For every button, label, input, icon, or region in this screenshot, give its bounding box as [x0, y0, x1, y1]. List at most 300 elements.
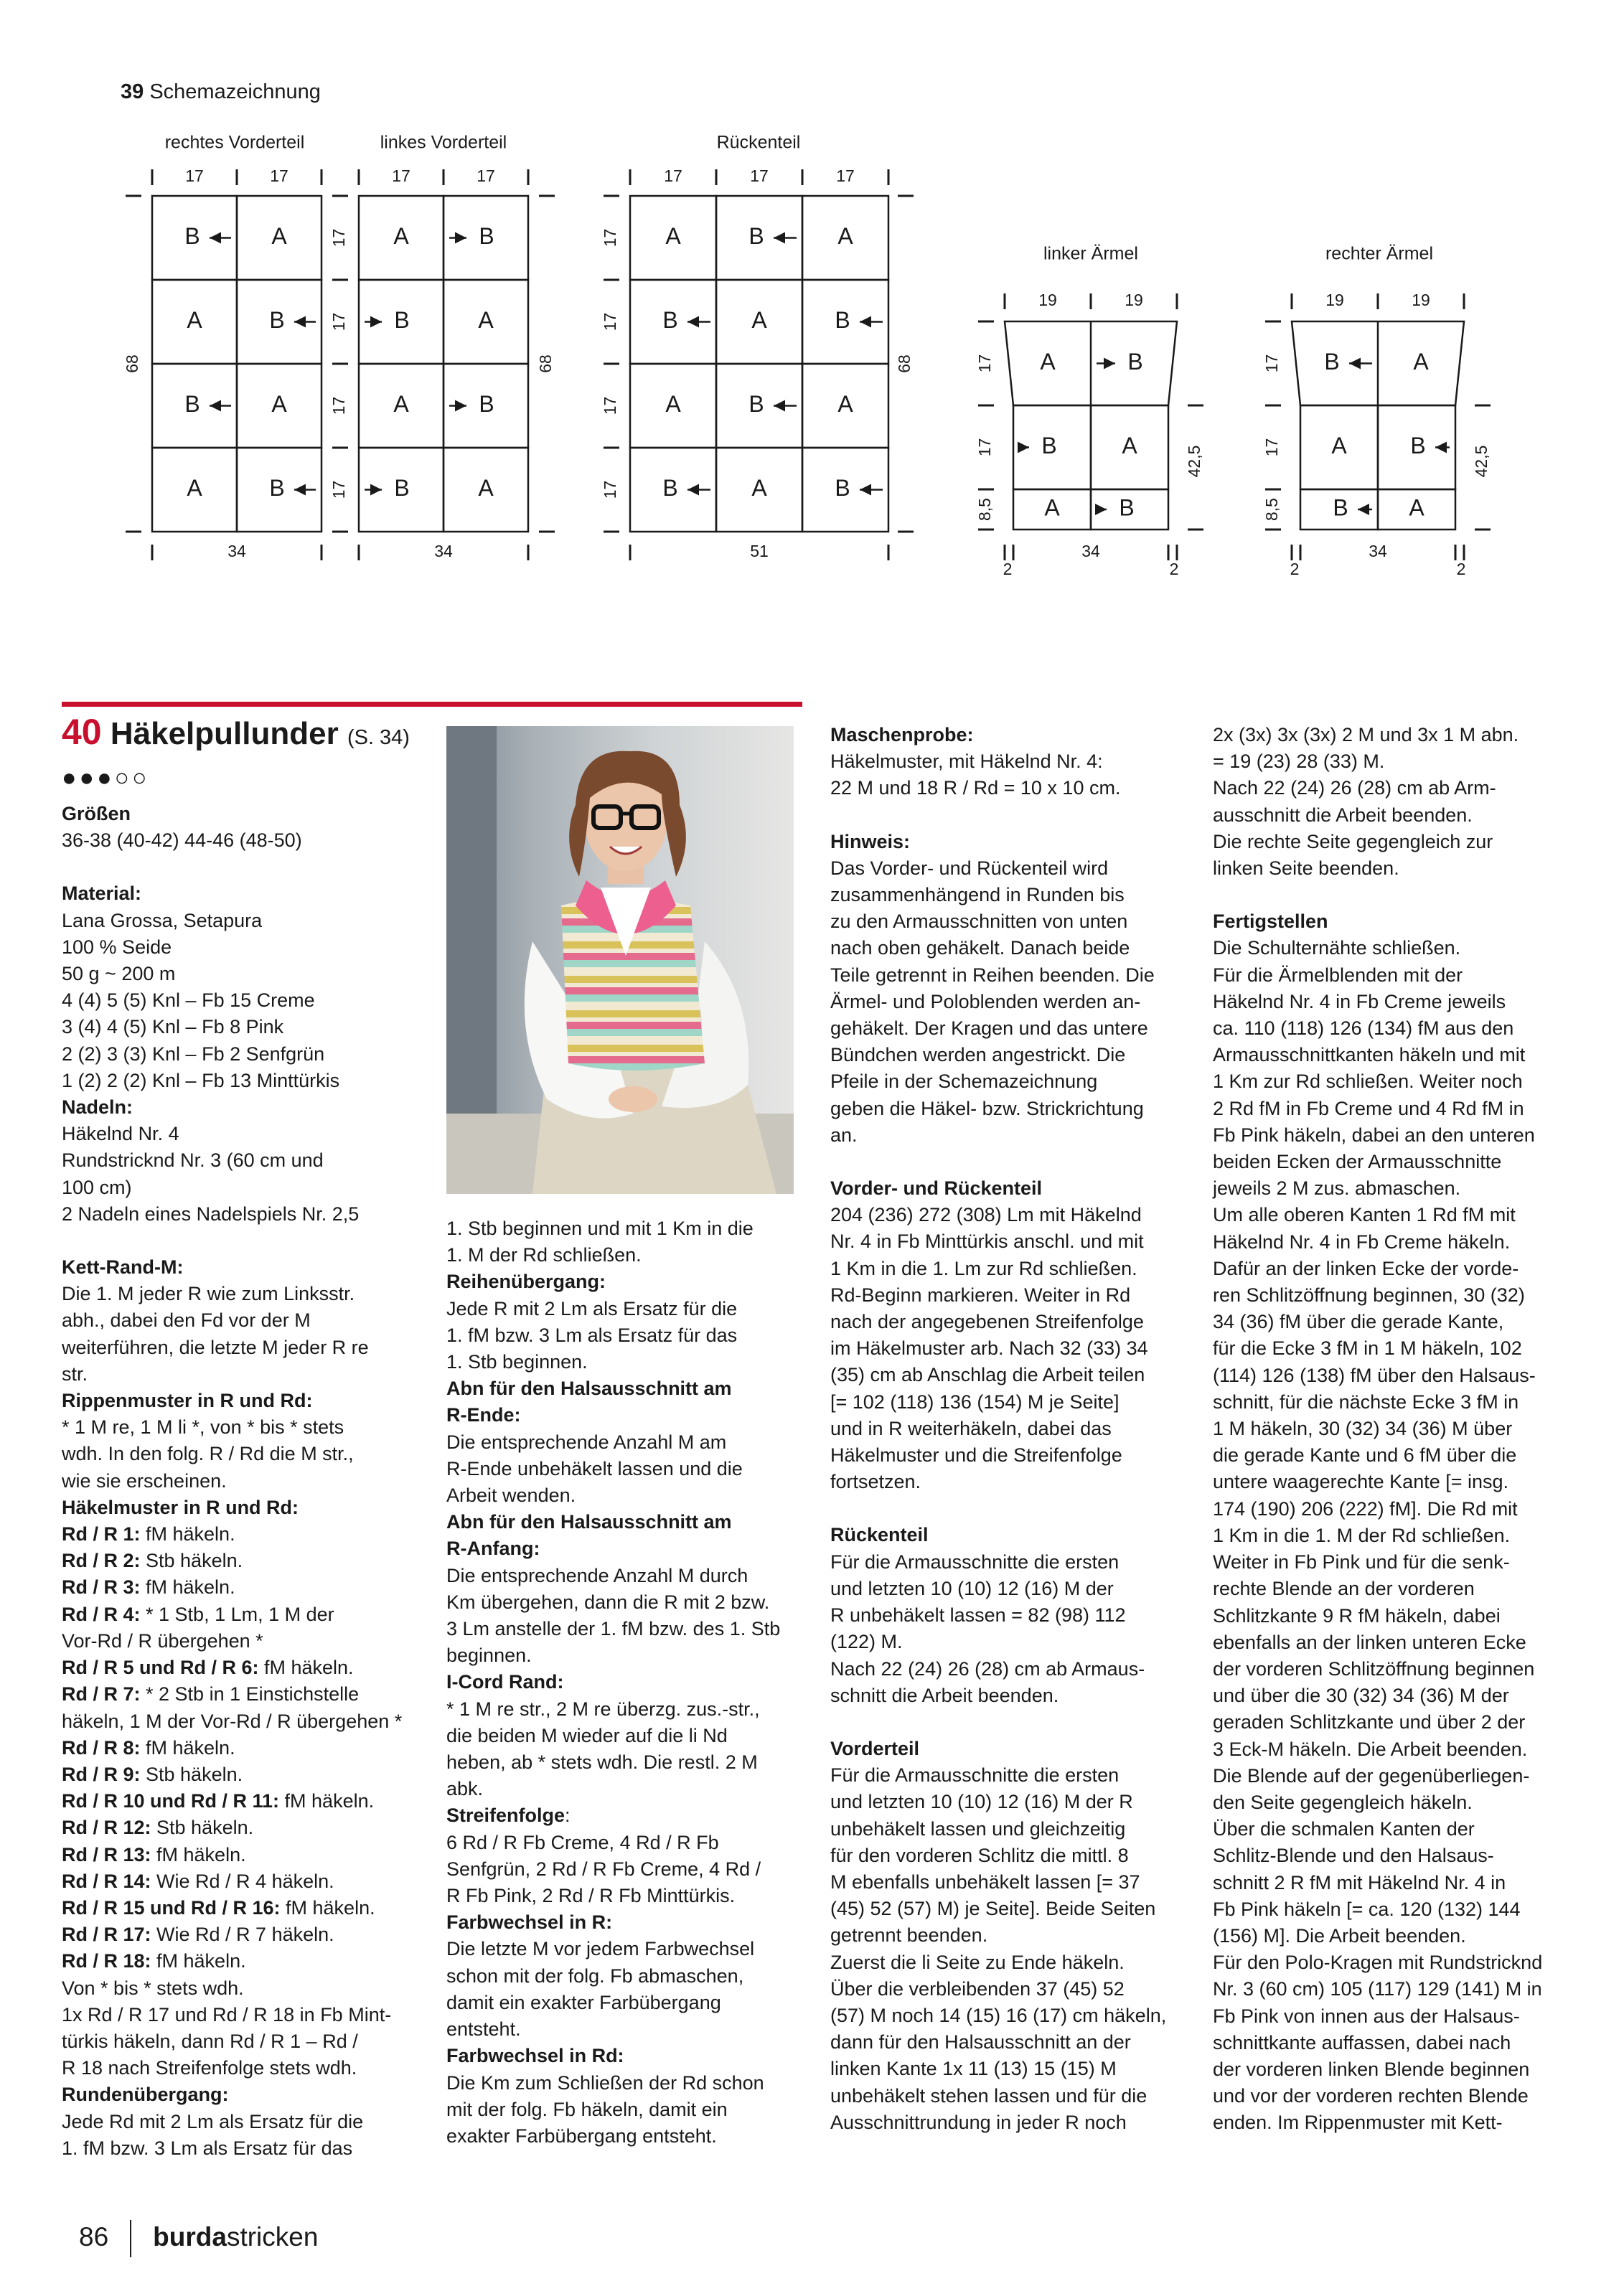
line-text: 174 (190) 206 (222) fM]. Die Rd mit	[1213, 1497, 1518, 1520]
cell-letter: A	[393, 390, 409, 417]
text-line	[830, 1869, 1182, 1896]
cell-letter: B	[748, 222, 764, 249]
text-line	[1213, 775, 1572, 801]
line-text: mit der folg. Fb häkeln, damit ein	[446, 2098, 728, 2120]
bold-label: Rückenteil	[830, 1524, 929, 1546]
cell-letter: A	[1331, 432, 1347, 458]
text-line	[830, 2003, 1182, 2029]
article-heading	[62, 712, 421, 758]
line-text: 3 Eck-M häkeln. Die Arbeit beenden.	[1213, 1738, 1528, 1760]
text-line	[446, 2123, 798, 2150]
bold-label: Rd / R 9:	[62, 1763, 141, 1785]
text-line	[830, 1896, 1182, 1922]
direction-arrow-head	[370, 484, 382, 496]
text-line	[62, 1121, 421, 1147]
line-text: Armausschnittkanten häkeln und mit	[1213, 1044, 1526, 1066]
dimension-label: 17	[601, 396, 620, 415]
bold-label: Rd / R 18:	[62, 1950, 151, 1972]
text-line	[1213, 1068, 1572, 1095]
text-line	[446, 1696, 798, 1723]
line-text: Die 1. M jeder R wie zum Linksstr.	[62, 1283, 355, 1305]
text-line	[1213, 1763, 1572, 1789]
line-text: [= 102 (118) 136 (154) M je Seite]	[830, 1391, 1120, 1413]
bold-label: Rd / R 4:	[62, 1603, 141, 1625]
line-text: Häkelnd Nr. 4 in Fb Creme häkeln.	[1213, 1231, 1511, 1253]
text-line	[446, 1830, 798, 1856]
line-text: der vorderen linken Blende beginnen	[1213, 2058, 1530, 2080]
text-line	[62, 2081, 421, 2108]
cell-letter: B	[1410, 432, 1426, 458]
dimension-label: 17	[1262, 438, 1282, 457]
panel-label: rechtes Vorderteil	[164, 132, 305, 153]
text-line	[62, 2055, 421, 2081]
line-text: Fb Pink von innen aus der Halsaus-	[1213, 2005, 1520, 2027]
line-text: 1 Km zur Rd schließen. Weiter noch	[1213, 1071, 1523, 1093]
text-line	[830, 1442, 1182, 1469]
paragraph-gap	[62, 1228, 421, 1254]
line-text: und vor der vorderen rechten Blende	[1213, 2085, 1529, 2107]
line-text: Häkelmuster, mit Häkelnd Nr. 4:	[830, 751, 1103, 773]
text-line	[62, 801, 421, 827]
text-line	[830, 1042, 1182, 1068]
page-footer	[79, 2220, 318, 2257]
text-line	[1213, 989, 1572, 1015]
line-text: 1 M häkeln, 30 (32) 34 (36) M über	[1213, 1418, 1513, 1440]
brand-regular: stricken	[226, 2221, 319, 2252]
line-text: schnitt die Arbeit beenden.	[830, 1684, 1059, 1706]
text-line	[446, 1642, 798, 1669]
cell-letter: B	[835, 474, 850, 501]
text-line	[830, 1762, 1182, 1789]
line-text: heben, ab * stets wdh. Die restl. 2 M abk.	[446, 1751, 758, 1800]
text-line	[830, 1096, 1182, 1122]
text-line	[446, 1669, 798, 1695]
line-text: Bündchen werden angestrickt. Die	[830, 1044, 1126, 1066]
line-text: der vorderen Schlitzöffnung beginnen	[1213, 1657, 1535, 1680]
cell-letter: A	[1122, 432, 1137, 458]
cell-letter: A	[478, 474, 494, 501]
text-line	[62, 1815, 421, 1841]
text-line	[830, 1576, 1182, 1602]
cell-letter: B	[269, 474, 285, 501]
text-line	[1213, 2083, 1572, 2109]
dimension-label: 34	[227, 542, 246, 561]
text-line	[1213, 1923, 1572, 1949]
cell-letter: B	[1324, 348, 1340, 375]
dimension-label: 17	[975, 438, 995, 457]
direction-arrow-head	[860, 484, 871, 496]
text-line	[1213, 1949, 1572, 1976]
article-page-ref: (S. 34)	[347, 726, 410, 749]
line-text: Senfgrün, 2 Rd / R Fb Creme, 4 Rd /	[446, 1858, 761, 1880]
text-line	[446, 1589, 798, 1616]
dimension-label: 8,5	[975, 498, 995, 521]
line-text: (114) 126 (138) fM über den Halsaus-	[1213, 1364, 1536, 1386]
text-line	[446, 1269, 798, 1295]
line-text: die gerade Kante und 6 fM über die	[1213, 1444, 1517, 1467]
cell-letter: A	[751, 306, 767, 333]
text-line	[446, 1349, 798, 1375]
text-line	[446, 1990, 798, 2016]
text-line	[1213, 935, 1572, 961]
direction-arrow-head	[294, 316, 306, 328]
direction-arrow-head	[210, 400, 221, 412]
line-text: den Seite gegengleich häkeln.	[1213, 1791, 1473, 1813]
column-2-text	[446, 1215, 798, 2150]
line-text: Stb häkeln.	[140, 1550, 243, 1572]
line-text: 1 Km in die 1. Lm zur Rd schließen.	[830, 1257, 1137, 1279]
text-line	[1213, 748, 1572, 775]
bold-label: Abn für den Halsausschnitt am	[446, 1378, 732, 1400]
bold-label: I-Cord Rand:	[446, 1671, 564, 1693]
line-text: Für die Armausschnitte die ersten	[830, 1764, 1120, 1787]
text-line	[446, 1563, 798, 1589]
text-line	[62, 2109, 421, 2135]
line-text: Über die schmalen Kanten der	[1213, 1818, 1475, 1840]
line-text: 2 Rd fM in Fb Creme und 4 Rd fM in	[1213, 1097, 1524, 1119]
text-line	[446, 1723, 798, 1749]
cell-letter: B	[394, 306, 410, 333]
cell-letter: B	[479, 222, 494, 249]
text-line	[830, 1122, 1182, 1149]
line-text: linken Seite beenden.	[1213, 857, 1399, 880]
text-line	[446, 1883, 798, 1909]
line-text: Nach 22 (24) 26 (28) cm ab Armaus-	[830, 1657, 1145, 1680]
text-line	[446, 1296, 798, 1322]
bold-label: Fertigstellen	[1213, 911, 1328, 933]
cell-letter: A	[187, 306, 202, 333]
text-line	[446, 1242, 798, 1269]
bold-label: Hinweis:	[830, 830, 911, 852]
line-text: beginnen.	[446, 1645, 532, 1667]
line-text: schon mit der folg. Fb abmaschen,	[446, 1965, 744, 1987]
dimension-label: 17	[329, 312, 349, 331]
text-line	[830, 1976, 1182, 2003]
bold-label: Streifenfolge	[446, 1805, 565, 1827]
dimension-label: 2	[1003, 560, 1013, 579]
cell-letter: A	[1413, 348, 1429, 375]
paragraph-gap	[830, 1709, 1182, 1736]
text-line	[830, 1816, 1182, 1843]
bold-label: Rd / R 8:	[62, 1736, 141, 1759]
line-text: (156) M]. Die Arbeit beenden.	[1213, 1924, 1466, 1947]
dimension-label: 17	[601, 480, 620, 499]
text-line	[830, 1175, 1182, 1202]
bold-label: Rd / R 5 und Rd / R 6:	[62, 1657, 259, 1679]
text-line	[62, 1842, 421, 1868]
text-line	[62, 827, 421, 854]
line-text: abh., dabei den Fd vor der M	[62, 1309, 311, 1332]
dimension-label: 34	[1369, 542, 1387, 561]
line-text: Die Blende auf der gegenüberliegen-	[1213, 1764, 1530, 1787]
line-text: 2 Nadeln eines Nadelspiels Nr. 2,5	[62, 1203, 360, 1225]
text-line	[830, 775, 1182, 801]
text-line	[1213, 1496, 1572, 1523]
bold-label: Vorder- und Rückenteil	[830, 1177, 1043, 1200]
line-text: 1. Stb beginnen.	[446, 1351, 588, 1373]
line-text: ausschnitt die Arbeit beenden.	[1213, 804, 1473, 826]
text-line	[62, 1335, 421, 1361]
dimension-label: 17	[664, 166, 682, 186]
cell-letter: A	[751, 474, 767, 501]
text-line	[1213, 1549, 1572, 1576]
text-line	[1213, 1416, 1572, 1442]
line-text: 3 Lm anstelle der 1. fM bzw. des 1. Stb	[446, 1618, 781, 1640]
line-text: Häkelmuster und die Streifenfolge	[830, 1444, 1122, 1467]
text-line	[830, 1015, 1182, 1042]
text-line	[830, 722, 1182, 748]
line-text: Die Schulternähte schließen.	[1213, 937, 1461, 959]
bold-label: Rd / R 14:	[62, 1870, 151, 1892]
line-text: Nr. 3 (60 cm) 105 (117) 129 (141) M in	[1213, 1978, 1542, 2000]
text-line	[1213, 1736, 1572, 1763]
text-line	[446, 1963, 798, 1990]
text-line	[62, 1921, 421, 1948]
line-text: Dafür an der linken Ecke der vorde-	[1213, 1257, 1519, 1279]
bold-label: Farbwechsel in R:	[446, 1911, 613, 1934]
line-text: 1. Stb beginnen und mit 1 Km in die	[446, 1218, 754, 1239]
dimension-label: 17	[975, 354, 995, 373]
text-line	[830, 2056, 1182, 2082]
bold-label: Rippenmuster in R und Rd:	[62, 1390, 313, 1412]
text-line	[1213, 1202, 1572, 1228]
line-text: Ärmel- und Poloblenden werden an-	[830, 990, 1141, 1012]
line-text: 34 (36) fM über die gerade Kante,	[1213, 1311, 1504, 1333]
line-text: die beiden M wieder auf die li Nd	[446, 1724, 728, 1746]
bold-label: Rd / R 3:	[62, 1576, 141, 1599]
line-text: R 18 nach Streifenfolge stets wdh.	[62, 2057, 357, 2079]
line-text: damit ein exakter Farbübergang	[446, 1991, 721, 2013]
line-text: unbehäkelt stehen lassen und für die	[830, 2084, 1147, 2107]
dimension-label: 2	[1456, 560, 1466, 579]
text-line	[446, 1936, 798, 1962]
direction-arrow-head	[294, 484, 306, 496]
text-line	[1213, 1816, 1572, 1843]
dimension-label: 17	[392, 166, 410, 186]
text-line	[830, 1068, 1182, 1095]
line-text: str.	[62, 1363, 88, 1385]
text-line	[1213, 1096, 1572, 1122]
line-text: Jede Rd mit 2 Lm als Ersatz für die	[62, 2110, 364, 2132]
bold-label: Rd / R 13:	[62, 1843, 151, 1866]
footer-separator	[130, 2220, 131, 2257]
line-text: 50 g ~ 200 m	[62, 963, 176, 985]
line-text: Ausschnittrundung in jeder R noch	[830, 2111, 1127, 2133]
cell-letter: B	[269, 306, 285, 333]
text-line	[830, 1202, 1182, 1228]
cell-letter: A	[271, 390, 287, 417]
text-line	[1213, 722, 1572, 748]
line-text: Wie Rd / R 7 häkeln.	[151, 1924, 334, 1946]
line-text: (35) cm ab Anschlag die Arbeit teilen	[830, 1364, 1145, 1386]
line-text: und letzten 10 (10) 12 (16) M der	[830, 1577, 1114, 1599]
text-line	[62, 1681, 421, 1708]
line-text: 100 % Seide	[62, 936, 172, 958]
line-text: zusammenhängend in Runden bis	[830, 884, 1125, 906]
text-line	[1213, 1282, 1572, 1309]
dimension-label: 68	[536, 354, 555, 373]
dimension-label: 17	[1262, 354, 1282, 373]
line-text: Teile getrennt in Reihen beenden. Die	[830, 964, 1155, 986]
line-text: Die entsprechende Anzahl M durch	[446, 1564, 748, 1586]
bold-label: Farbwechsel in Rd:	[446, 2045, 624, 2067]
panel-label: rechter Ärmel	[1325, 243, 1434, 264]
bold-label: Abn für den Halsausschnitt am	[446, 1511, 732, 1533]
text-line	[1213, 2056, 1572, 2083]
dimension-label: 17	[329, 228, 349, 248]
line-text: und in R weiterhäkeln, dabei das	[830, 1417, 1112, 1439]
line-text: entsteht.	[446, 2018, 521, 2041]
direction-arrow-head	[370, 316, 382, 328]
text-line	[446, 1375, 798, 1402]
line-text: fortsetzen.	[830, 1471, 921, 1493]
line-text: Weiter in Fb Pink und für die senk-	[1213, 1551, 1510, 1573]
text-line	[1213, 1335, 1572, 1362]
cell-letter: A	[187, 474, 202, 501]
text-line	[62, 1441, 421, 1467]
line-text: 1 Km in die 1. M der Rd schließen.	[1213, 1524, 1511, 1546]
brand-bold: burda	[153, 2221, 227, 2252]
text-line	[62, 908, 421, 934]
text-line	[1213, 1363, 1572, 1389]
text-line	[830, 1602, 1182, 1629]
line-text: ca. 110 (118) 126 (134) fM aus den	[1213, 1017, 1514, 1040]
dimension-label: 34	[434, 542, 453, 561]
line-text: an.	[830, 1124, 858, 1146]
bold-label: Rd / R 17:	[62, 1924, 151, 1946]
text-line	[1213, 2030, 1572, 2056]
cell-letter: A	[1040, 348, 1056, 375]
line-text: fM häkeln.	[140, 1736, 235, 1759]
text-line	[830, 1656, 1182, 1683]
line-text: Fb Pink häkeln [= ca. 120 (132) 144	[1213, 1898, 1521, 1920]
line-text: Arbeit wenden.	[446, 1485, 576, 1507]
bold-label: Vorderteil	[830, 1737, 920, 1759]
text-line	[1213, 1896, 1572, 1923]
bold-label: Material:	[62, 883, 142, 905]
text-line	[62, 1655, 421, 1681]
direction-arrow-head	[1104, 358, 1115, 370]
cell-letter: B	[1333, 494, 1348, 521]
text-line	[830, 1522, 1182, 1548]
line-text: 2x (3x) 3x (3x) 2 M und 3x 1 M abn.	[1213, 724, 1519, 745]
bold-label: Rd / R 15 und Rd / R 16:	[62, 1896, 281, 1919]
dimension-label: 2	[1169, 560, 1179, 579]
line-text: wdh. In den folg. R / Rd die M str.,	[62, 1443, 354, 1465]
text-line	[830, 1389, 1182, 1416]
line-text: Km übergehen, dann die R mit 2 bzw.	[446, 1591, 770, 1613]
cell-letter: B	[748, 390, 764, 417]
text-line	[830, 829, 1182, 855]
dimension-label: 51	[750, 542, 769, 561]
text-line	[1213, 1469, 1572, 1495]
text-line	[446, 1856, 798, 1883]
cell-letter: A	[837, 390, 853, 417]
line-text: weiterführen, die letzte M jeder R re	[62, 1336, 369, 1358]
paragraph-gap	[62, 854, 421, 880]
text-line	[62, 1094, 421, 1121]
text-line	[1213, 1229, 1572, 1256]
cell-letter: B	[184, 390, 200, 417]
text-line	[62, 1975, 421, 2002]
text-line	[830, 908, 1182, 935]
bold-label: Rd / R 7:	[62, 1683, 141, 1705]
line-text: beiden Ecken der Armausschnitte	[1213, 1151, 1502, 1173]
line-text: Nr. 4 in Fb Minttürkis anschl. und mit	[830, 1231, 1144, 1253]
line-text: 100 cm)	[62, 1176, 132, 1198]
line-text: unbehäkelt lassen und gleichzeitig	[830, 1817, 1126, 1840]
line-text: fM häkeln.	[151, 1950, 246, 1972]
line-text: * 1 Stb, 1 Lm, 1 M der	[140, 1603, 334, 1625]
line-text: Die Km zum Schließen der Rd schon	[446, 2071, 764, 2094]
line-text: zu den Armausschnitten von unten	[830, 911, 1128, 933]
text-line	[830, 1469, 1182, 1495]
column-2	[446, 1215, 798, 2150]
text-line	[62, 880, 421, 907]
text-line	[1213, 1442, 1572, 1469]
text-line	[830, 1335, 1182, 1362]
line-text: wie sie erscheinen.	[62, 1469, 227, 1492]
dimension-label: 68	[895, 354, 914, 373]
text-line	[830, 1789, 1182, 1815]
direction-arrow-head	[1435, 442, 1447, 453]
line-text: häkeln, 1 M der Vor-Rd / R übergehen *	[62, 1710, 403, 1732]
text-line	[1213, 1576, 1572, 1602]
direction-arrow-head	[687, 316, 699, 328]
text-line	[62, 1495, 421, 1521]
text-line	[1213, 829, 1572, 855]
line-text: 1. fM bzw. 3 Lm als Ersatz für das	[446, 1324, 738, 1346]
line-text: und über die 30 (32) 34 (36) M der	[1213, 1685, 1509, 1707]
line-text: fM häkeln.	[258, 1657, 354, 1679]
line-text: Häkelnd Nr. 4 in Fb Creme jeweils	[1213, 990, 1506, 1012]
dimension-label: 19	[1038, 291, 1057, 310]
line-text: (45) 52 (57) M) je Seite]. Beide Seiten	[830, 1898, 1156, 1920]
line-text: Für die Ärmelblenden mit der	[1213, 964, 1463, 986]
text-line	[62, 2135, 421, 2162]
dimension-label: 17	[329, 396, 349, 415]
cell-letter: B	[1127, 348, 1143, 375]
column-3	[830, 722, 1182, 2136]
bold-label: Größen	[62, 803, 131, 824]
text-line	[830, 1629, 1182, 1655]
text-line	[446, 2016, 798, 2043]
text-line	[1213, 1603, 1572, 1629]
line-text: 1. M der Rd schließen.	[446, 1244, 642, 1266]
direction-arrow-head	[455, 232, 466, 244]
dimension-label: 34	[1081, 542, 1100, 561]
line-text: Über die verbleibenden 37 (45) 52	[830, 1977, 1125, 2000]
text-line	[1213, 802, 1572, 829]
text-line	[62, 1361, 421, 1388]
line-text: Schlitz-Blende und den Halsaus-	[1213, 1845, 1494, 1867]
dimension-label: 17	[477, 166, 495, 186]
line-text: Fb Pink häkeln, dabei an den unteren	[1213, 1124, 1535, 1146]
text-line	[1213, 1523, 1572, 1549]
text-line	[446, 1802, 798, 1829]
line-text: fM häkeln.	[280, 1896, 375, 1919]
cell-letter: B	[479, 390, 494, 417]
line-text: = 19 (23) 28 (33) M.	[1213, 751, 1385, 773]
text-line	[446, 1509, 798, 1535]
page-number: 86	[79, 2221, 109, 2252]
text-line	[446, 2097, 798, 2123]
line-text: und letzten 10 (10) 12 (16) M der R	[830, 1791, 1133, 1813]
line-text: schnittkante auffassen, dabei nach	[1213, 2031, 1511, 2053]
cell-letter: B	[1119, 494, 1135, 521]
direction-arrow-head	[687, 484, 699, 496]
article-number: 40	[62, 712, 102, 752]
